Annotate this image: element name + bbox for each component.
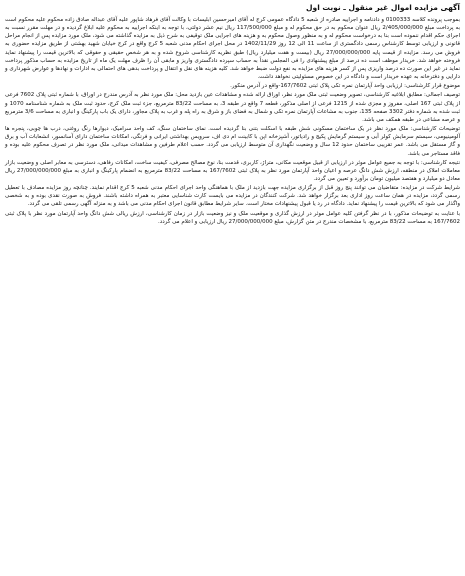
paragraph-expert-notes: توضیحات کارشناسی: ملک مورد نظر در یک ساختمان مسکونی شش طبقه با اسکلت بتنی بنا گردیده است. نمای ساختمان سنگ، کف واحد سرامیک، دیوارها رنگ روغنی، درب ها چوبی، پنجره ها آلومینیومی، سیستم سرمایش کولر آبی و سیستم گرمایش پکیج و رادیاتور، آشپزخانه اپن با کابینت ام دی اف، سرویس بهداشتی ایرانی و فرنگی، امکانات ساختمان دارای آسانسور، انشعابات آب و برق و گاز مستقل می باشد. عمر تقریبی ساختمان حدود 12 سال و وضعیت نگهداری آن متوسط ارزیابی می گردد. حسب اعلام طرفین و مشاهدات میدانی، ملک مورد نظر در تصرف محکوم علیه بوده و فاقد مستاجر می باشد. — [5, 126, 460, 157]
paragraph-case-summary: بموجب پرونده کلاسه 0100333 و دادنامه و اجراییه صادره از شعبه 5 دادگاه عمومی کرج له آقای امیرحسین ابلیسات با وکالت آقای فرهاد شاپور علیه آقای عبداله صادق زاده محکوم علیه محکوم است به پرداخت مبلغ 2/405/000/000 ریال عنوان محکوم به در حق محکوم له و مبلغ 117/500/000 ریال نیم عشر دولتی، با توجه به اینکه اجراییه به محکوم علیه ابلاغ گردیده و در مهلت مقرر نسبت به اجرای حکم اقدام ننموده است بنا به درخواست محکوم له و به منظور وصول محکوم به و هزینه های اجرایی ملک توقیفی به شرح ذیل به مزایده گذاشته می شود، ملک مورد مزایده پس از انجام مراحل قانونی و ارزیابی توسط کارشناس رسمی دادگستری از ساعت 11 الی 12 روز 1402/11/29 در محل اجرای احکام مدنی شعبه 5 کرج واقع در کرج خیابان شهید بهشتی از طریق مزایده حضوری به فروش می رسد. مزایده از قیمت پایه 27/000/000/000 ریال (بیست و هفت میلیارد ریال) طبق نظریه کارشناسی شروع شده و به هر شخص حقیقی و حقوقی که بالاترین قیمت را پیشنهاد نماید فروخته خواهد شد. خریدار موظف است ده درصد از مبلغ پیشنهادی را فی المجلس نقداً به حساب سپرده دادگستری واریز و مابقی آن را ظرف مهلت یک ماه از تاریخ مزایده به حساب مذکور پرداخت نماید در غیر این صورت ده درصد واریزی پس از کسر هزینه های مزایده به نفع دولت ضبط خواهد شد. کلیه هزینه های نقل و انتقال و پرداخت بدهی های احتمالی به ادارات و نهادها و عوارض شهرداری و دارایی و دفترخانه به عهده خریدار است و دادگاه در این خصوص مسئولیتی نخواهد داشت. — [5, 17, 461, 81]
notice-title: آگهی مزایده اموال غیر منقول ـ نوبت اول — [306, 3, 460, 12]
paragraph-auction-terms: شرایط شرکت در مزایده: متقاضیان می توانند پنج روز قبل از برگزاری مزایده جهت بازدید از ملک با هماهنگی واحد اجرای احکام مدنی شعبه 5 کرج اقدام نمایند. چنانچه روز مزایده مصادف با تعطیل رسمی گردد، مزایده در همان ساعت روز اداری بعد برگزار خواهد شد. شرکت کنندگان در مزایده می بایست کارت شناسایی معتبر به همراه داشته باشند. فروش به صورت نقدی بوده و به شخصی واگذار می شود که بالاترین قیمت را پیشنهاد نماید. دادگاه در رد یا قبول پیشنهادات مختار است. سایر شرایط مطابق قانون اجرای احکام مدنی می باشد و به منزله آگهی رسمی تلقی می گردد. — [5, 185, 460, 208]
paragraph-assessment-subject: موضوع قرار کارشناسی: ارزیابی واحد آپارتمان نمره تکی پلاک ثبتی 167/7602-واقع در آدرس منکور. — [230, 83, 460, 90]
paragraph-final-value: با عنایت به توضیحات مذکور، با در نظر گرفتن کلیه عوامل موثر در ارزش گذاری و موقعیت ملک و نیز وضعیت بازار در زمان کارشناسی، ارزش ریالی شش دانگ واحد آپارتمان مورد نظر با پلاک ثبتی 167/7602 به مساحت 83/22 مترمربع، با مشخصات مندرج در متن گزارش، مبلغ 27/000/000/000 ریال ارزیابی و اعلام می گردد. — [5, 210, 460, 225]
paragraph-valuation-result: نتیجه کارشناسی: با توجه به جمیع عوامل موثر در ارزیابی از قبیل موقعیت مکانی، متراژ، کاربری، قدمت بنا، نوع مصالح مصرفی، کیفیت ساخت، امکانات رفاهی، دسترسی به معابر اصلی و وضعیت بازار معاملات املاک در منطقه، ارزش شش دانگ عرصه و اعیان واحد آپارتمان مورد نظر به پلاک ثبتی 167/7602 به مساحت 83/22 مترمربع به انضمام پارکینگ و انباری به مبلغ 27/000/000/000 ریال معادل دو میلیارد و هفتصد میلیون تومان برآورد و تعیین می گردد. — [5, 159, 460, 182]
paragraph-property-description: توصیف اجمالی: مطابق ابلاغیه کارشناسی، تصویر وضعیت ثبتی ملک مورد نظر، اوراق ارائه شده و مشاهدات عین بازدید محل: ملک مورد نظر به آدرس مندرج در اوراق، با شماره ثبتی پلاک 7602 فرعی از پلاک ثبتی 167 اصلی، مفروز و مجزی شده از 1215 فرعی از اصلی مذکور، قطعه 7 واقع در طبقه 3، به مساحت 83/22 مترمربع، جزء ثبت ملک کرج، حدود ثبت ملک به شماره شناسنامه 1070 و ثبت شده به شماره دفتر 3302 صفحه 135، جنوب به مشاعات آپارتمان نمره تکی و شمال به فضای باز و شرق به راه پله و غرب به پلاک مجاور، دارای یک باب پارکینگ و انباری به مساحت 3/6 مترمربع و عرصه مشاعی در طبقه همکف می باشد. — [5, 92, 461, 123]
